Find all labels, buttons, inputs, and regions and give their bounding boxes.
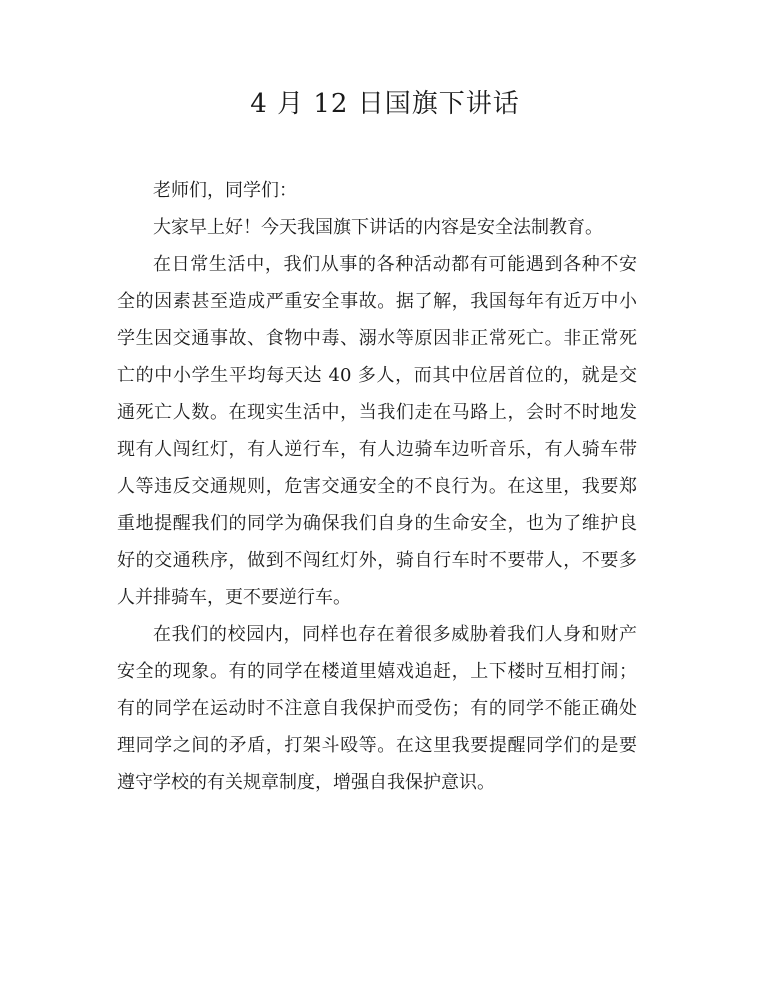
paragraph-opening: 大家早上好！今天我国旗下讲话的内容是安全法制教育。 — [153, 217, 603, 238]
paragraph-greeting: 老师们，同学们： — [153, 180, 297, 201]
document-body — [117, 172, 637, 801]
document-title: 4 月 12 日国旗下讲话 — [250, 89, 520, 119]
paragraph-campus-safety: 在我们的校园内，同样也存在着很多威胁着我们人身和财产安全的现象。有的同学在楼道里嬉戏追赶，上下楼时互相打闹；有的同学在运动时不注意自我保护而受伤；有的同学不能正确处理同学之间的矛盾，打架斗殴等。在这里我要提醒同学们的是要遵守学校的有关规章制度，增强自我保护意识。 — [117, 624, 637, 793]
paragraph-traffic-safety: 在日常生活中，我们从事的各种活动都有可能遇到各种不安全的因素甚至造成严重安全事故。据了解，我国每年有近万中小学生因交通事故、食物中毒、溺水等原因非正常死亡。非正常死亡的中小学生平均每天达 40 多人，而其中位居首位的，就是交通死亡人数。在现实生活中，当我们走在马路上，会时不时地发现有人闯红灯，有人逆行车，有人边骑车边听音乐，有人骑车带人等违反交通规则，危害交通安全的不良行为。在这里，我要郑重地提醒我们的同学为确保我们自身的生命安全，也为了维护良好的交通秩序，做到不闯红灯外，骑自行车时不要带人，不要多人并排骑车，更不要逆行车。 — [117, 254, 637, 608]
